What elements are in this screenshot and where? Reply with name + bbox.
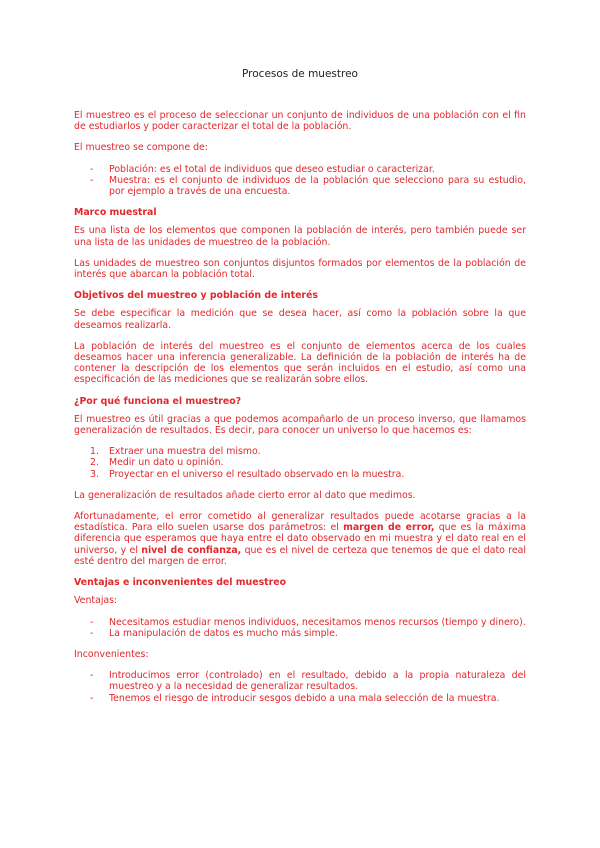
heading-marco-muestral: Marco muestral	[74, 207, 157, 219]
bullet-marker: -	[90, 627, 94, 639]
ventajas-list	[74, 617, 526, 639]
marco-paragraph-1: Es una lista de los elementos que componen la población de interés, pero también puede ser una lista de las unidades de muestreo de la población.	[74, 225, 526, 248]
term-nivel-de-confianza: nivel de confianza,	[141, 544, 242, 556]
document-page	[74, 68, 526, 714]
objetivos-paragraph-1: Se debe especificar la medición que se desea hacer, así como la población sobre la que deseamos realizarla.	[74, 308, 526, 331]
step-number: 3.	[90, 468, 99, 480]
bullet-marker: -	[90, 692, 94, 704]
term-margen-de-error: margen de error,	[343, 522, 435, 534]
list-item: - La manipulación de datos es mucho más simple.	[90, 627, 338, 639]
bullet-marker: -	[90, 174, 94, 186]
list-item: 2. Medir un dato u opinión.	[90, 457, 224, 469]
page-title: Procesos de muestreo	[242, 68, 358, 80]
por-que-paragraph-3: Afortunadamente, el error cometido al generalizar resultados puede acotarse gracias a la estadística. Para ello suelen usarse dos parámetros: el margen de error, que es la máxima diferencia que esperamos que haya entre el dato observado en mi muestra y el dato real en el universo, y el nivel de confianza, que es el nivel de certeza que tenemos de que el dato real esté dentro del margen de error.	[74, 511, 526, 567]
heading-por-que: ¿Por qué funciona el muestreo?	[74, 395, 242, 407]
bullet-marker: -	[90, 163, 94, 175]
heading-ventajas-inconvenientes: Ventajas e inconvenientes del muestreo	[74, 577, 287, 589]
marco-paragraph-2: Las unidades de muestreo son conjuntos disjuntos formados por elementos de la población de interés que abarcan la población total.	[74, 257, 526, 281]
list-item: - Muestra: es el conjunto de individuos de la población que selecciono para su estudio, por ejemplo a través de una encuesta.	[90, 174, 526, 198]
heading-objetivos: Objetivos del muestreo y población de interés	[74, 290, 318, 302]
list-item: - Población: es el total de individuos que deseo estudiar o caracterizar.	[90, 163, 435, 175]
intro-paragraph: El muestreo es el proceso de seleccionar un conjunto de individuos de una población con el fin de estudiarlos y poder caracterizar el total de la población.	[74, 110, 526, 133]
objetivos-paragraph-2: La población de interés del muestreo es el conjunto de elementos acerca de los cuales deseamos hacer una inferencia generalizable. La definición de la población de interés ha de contener la descripción de los elementos que serán incluidos en el estudio, así como una especificación de las mediciones que se realizarán sobre ellos.	[74, 340, 526, 386]
ventajas-label: Ventajas:	[74, 595, 118, 607]
step-number: 2.	[90, 457, 99, 469]
inconvenientes-label: Inconvenientes:	[74, 648, 149, 660]
bullet-marker: -	[90, 616, 94, 628]
bullet-marker: -	[90, 670, 94, 682]
por-que-paragraph-2: La generalización de resultados añade cierto error al dato que medimos.	[74, 489, 416, 501]
list-item: - Introducimos error (controlado) en el resultado, debido a la propia naturaleza del muestreo y a la necesidad de generalizar resultados.	[90, 670, 526, 693]
list-item: 1. Extraer una muestra del mismo.	[90, 446, 261, 458]
list-item: - Necesitamos estudiar menos individuos, necesitamos menos recursos (tiempo y dinero).	[90, 616, 526, 628]
por-que-paragraph-1: El muestreo es útil gracias a que podemos acompañarlo de un proceso inverso, que llamamos generalización de resultados. Es decir, para conocer un universo lo que hacemos es:	[74, 413, 526, 437]
list-item: - Tenemos el riesgo de introducir sesgos debido a una mala selección de la muestra.	[90, 692, 500, 704]
inconvenientes-list	[74, 670, 526, 704]
steps-list	[74, 446, 526, 480]
components-intro: El muestreo se compone de:	[74, 142, 208, 154]
list-item: 3. Proyectar en el universo el resultado observado en la muestra.	[90, 468, 405, 480]
step-number: 1.	[90, 446, 99, 458]
components-list	[74, 164, 526, 198]
